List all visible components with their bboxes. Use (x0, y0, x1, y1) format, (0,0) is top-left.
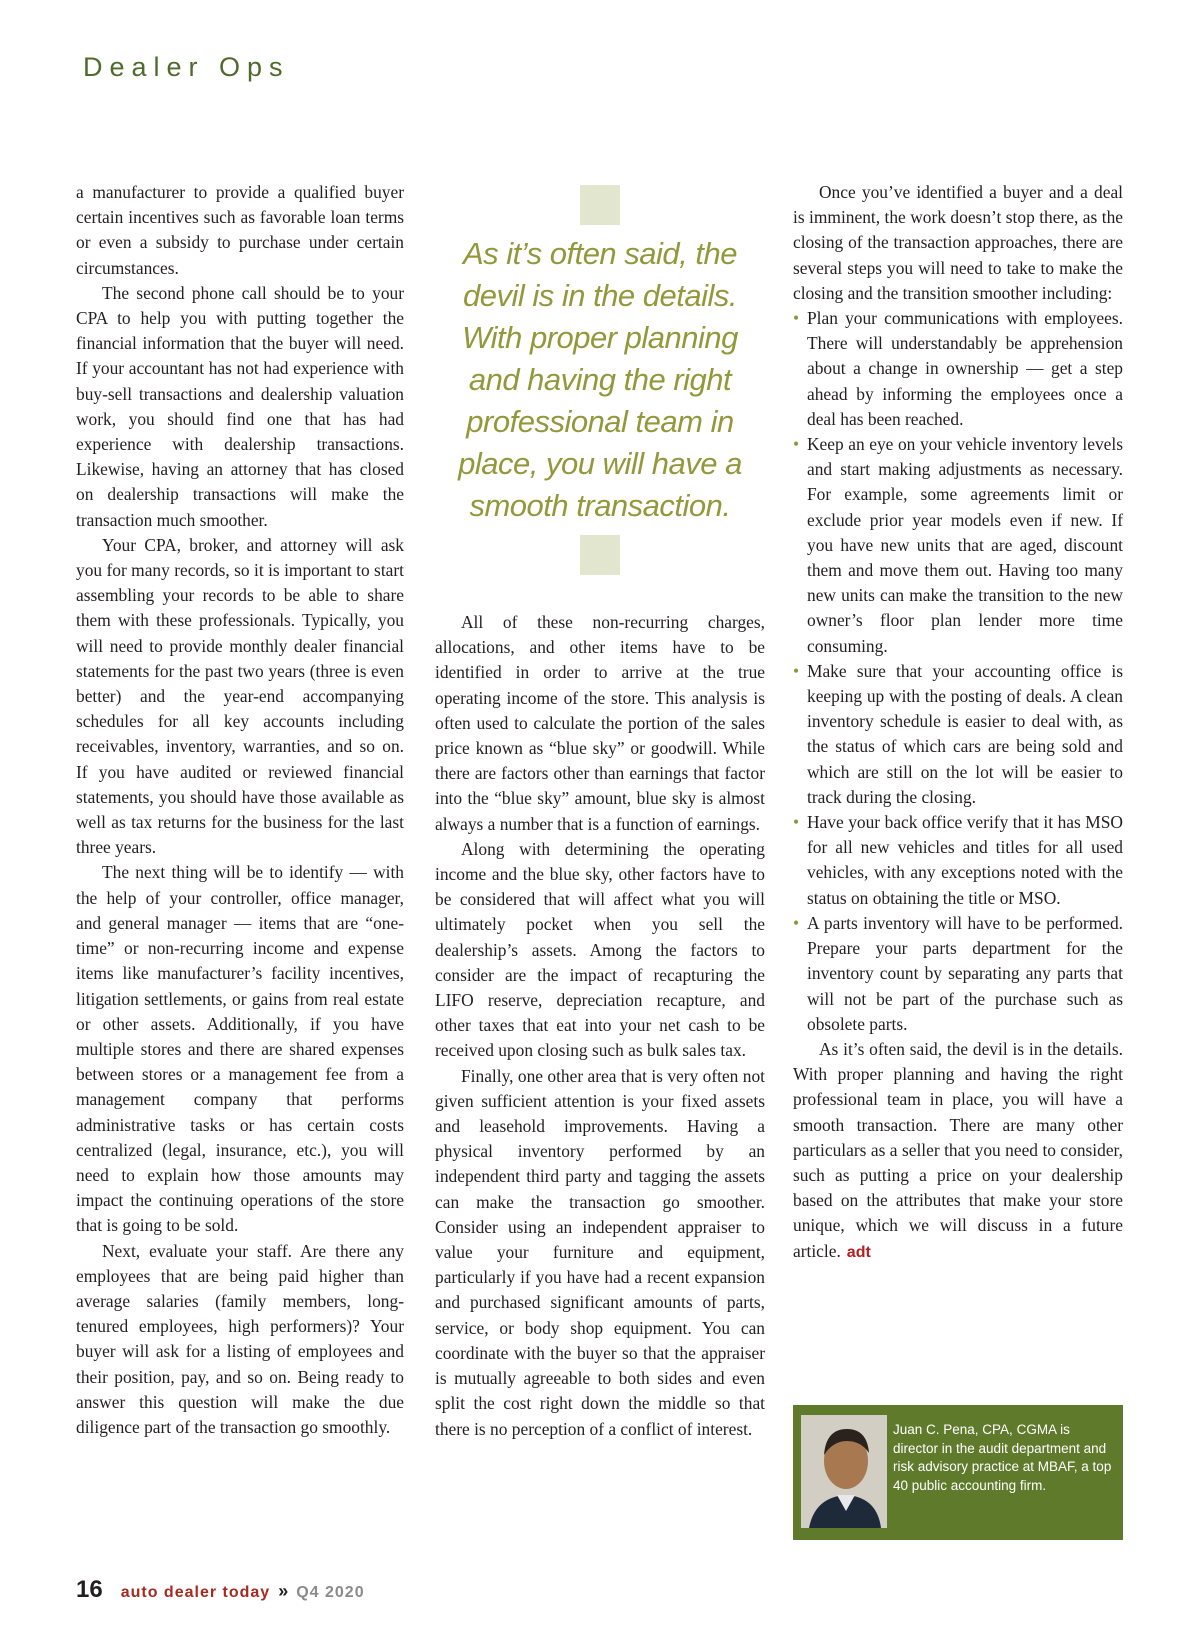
quote-decoration-top (580, 185, 620, 225)
section-header: Dealer Ops (83, 52, 290, 82)
paragraph: The next thing will be to identify — with the help of your controller, office manager, and general manager — items that are “one-time” or non-recurring income and expense items like manufacturer’s facility incentives, litigation settlements, or gains from real estate or other assets. Additionally, if you have multiple stores and there are shared expenses between stores or a management fee from a management company that performs administrative tasks or has certain costs centralized (legal, insurance, etc.), you will need to explain how those amounts may impact the continuing operations of the store that is going to be sold. (76, 862, 404, 1236)
list-item: • Plan your communications with employees. There will understandably be apprehension about a change in ownership — get a step ahead by informing the employees once a deal has been reached. (793, 306, 1123, 432)
paragraph: Finally, one other area that is very often not given sufficient attention is your fixed assets and leasehold improvements. Having a physical inventory performed by an independent third party and tagging the assets can make the transaction go smoother. Consider using an independent appraiser to value your furniture and equipment, particularly if you have had a recent expansion and purchased significant amounts of parts, service, or body shop equipment. You can coordinate with the buyer so that the appraiser is mutually agreeable to both sides and even split the cost right down the middle so that there is no perception of a conflict of interest. (435, 1065, 765, 1439)
closing-paragraph (793, 1037, 1123, 1265)
list-item: • A parts inventory will have to be performed. Prepare your parts department for the inventory count by separating any parts that will not be part of the purchase such as obsolete parts. (793, 911, 1123, 1037)
pull-quote (445, 185, 755, 575)
list-item: • Have your back office verify that it has MSO for all new vehicles and titles for all used vehicles, with any exceptions noted with the status on obtaining the title or MSO. (793, 810, 1123, 911)
magazine-name: auto dealer today (120, 1584, 271, 1601)
page-footer (76, 1576, 365, 1604)
footer-separator: » (278, 1581, 289, 1601)
page-number: 16 (76, 1576, 103, 1603)
author-bio-text: Juan C. Pena, CPA, CGMA is director in the audit department and risk advisory practice at MBAF, a top 40 public accounting firm. (893, 1422, 1112, 1493)
issue-label: Q4 2020 (296, 1584, 365, 1601)
author-bio-box (793, 1405, 1123, 1540)
author-photo (801, 1415, 887, 1528)
end-mark: adt (846, 1243, 871, 1261)
list-item: • Keep an eye on your vehicle inventory levels and start making adjustments as necessary. For example, some agreements limit or exclude prior year models even if new. If you have new units that are aged, discount them and move them out. Having too many new units can make the transition to the new owner’s floor plan lender more time consuming. (793, 432, 1123, 659)
quote-decoration-bottom (580, 535, 620, 575)
closing-text: As it’s often said, the devil is in the details. With proper planning and having the right professional team in place, you will have a smooth transaction. There are many other particulars as a seller that you need to consider, such as putting a price on your dealership based on the attributes that make your store unique, which we will discuss in a future article. (793, 1038, 1123, 1261)
paragraph: Next, evaluate your staff. Are there any employees that are being paid higher than average salaries (family members, long-tenured employees, high performers)? Your buyer will ask for a listing of employees and their position, pay, and so on. Being ready to answer this question will make the due diligence part of the transaction go smoothly. (76, 1240, 404, 1437)
article-column-2 (435, 610, 765, 1442)
paragraph: Once you’ve identified a buyer and a deal is imminent, the work doesn’t stop there, as the closing of the transaction approaches, there are several steps you will need to take to make the closing and the transition smoother including: (793, 182, 1123, 303)
author-portrait-icon (801, 1415, 887, 1528)
paragraph: Along with determining the operating income and the blue sky, other factors have to be considered that will affect what you will ultimately pocket when you sell the dealership’s assets. Among the factors to consider are the impact of recapturing the LIFO reserve, depreciation recapture, and other taxes that eat into your net cash to be received upon closing such as bulk sales tax. (435, 838, 765, 1061)
list-item: • Make sure that your accounting office is keeping up with the posting of deals. A clean inventory schedule is easier to deal with, as the status of which cars are being sold and which are still on the lot will be easier to track during the closing. (793, 659, 1123, 810)
paragraph: Your CPA, broker, and attorney will ask you for many records, so it is important to start assembling your records to be able to share them with these professionals. Typically, you will need to provide monthly dealer financial statements for the past two years (three is even better) and the year-end accompanying schedules for all key accounts including receivables, inventory, warranties, and so on. If you have audited or reviewed financial statements, you should have those available as well as tax returns for the business for the last three years. (76, 534, 404, 858)
paragraph: All of these non-recurring charges, allocations, and other items have to be identified in order to arrive at the true operating income of the store. This analysis is often used to calculate the portion of the sales price known as “blue sky” or goodwill. While there are factors other than earnings that factor into the “blue sky” amount, blue sky is almost always a number that is a function of earnings. (435, 612, 765, 834)
pull-quote-text: As it’s often said, the devil is in the details. With proper planning and having the right professional team in place, you will have a smooth transaction. (458, 236, 742, 523)
steps-list (793, 306, 1123, 1037)
paragraph: a manufacturer to provide a qualified buyer certain incentives such as favorable loan terms or even a subsidy to purchase under certain circumstances. (76, 182, 404, 278)
article-column-3 (793, 180, 1123, 1265)
article-column-1 (76, 180, 404, 1440)
paragraph: The second phone call should be to your CPA to help you with putting together the financial information that the buyer will need. If your accountant has not had experience with buy-sell transactions and dealership valuation work, you should find one that has had experience with dealership transactions. Likewise, having an attorney that has closed on dealership transactions will make the transaction much smoother. (76, 282, 404, 530)
